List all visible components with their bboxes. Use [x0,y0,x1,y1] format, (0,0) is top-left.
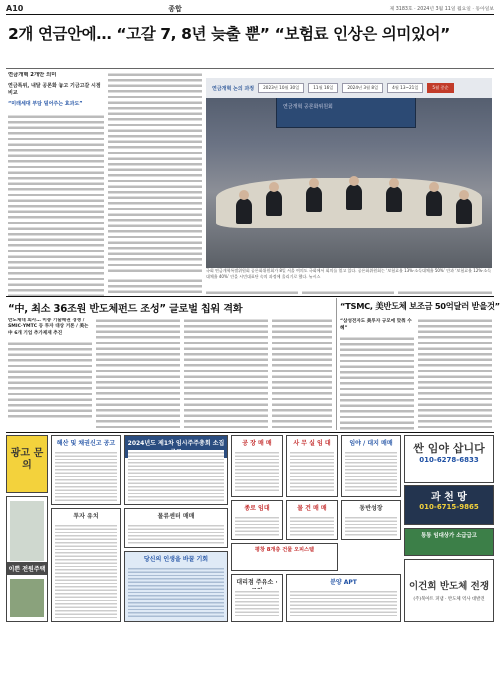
section2-col4 [272,318,332,430]
lead-subhead-2: “미래세대 부담 덜어주는 효과도” [8,101,83,107]
ad-notice-dissolution[interactable]: 해산 및 채권신고 공고 [51,435,121,505]
attendee [266,190,282,216]
timeline-step: 2024년 3월 8일 [342,83,383,93]
house-photo [10,579,44,617]
section3-col2 [418,318,492,430]
section-rule [6,296,494,297]
ad-apartment-sale[interactable]: 분양 APT [286,574,401,622]
ad-commercial-rent[interactable]: 통통 임대상가 소급급고 [404,528,494,556]
section2-col3 [184,318,268,430]
ad-pyeongchang-building[interactable]: 평창 8개층 건물 오피스텔 [231,543,338,571]
meeting-photo [206,78,492,268]
issue-date: 제 3183호 · 2024년 3월 11일 월요일 · 동아일보 [389,7,494,12]
section2-col1 [8,318,92,430]
timeline-label: 연금개혁 논의 과정 [212,85,255,92]
reform-timeline [206,78,492,98]
ad-property-trade[interactable]: 물 건 매 매 [286,500,338,540]
section2-col2 [96,318,180,430]
section3-col1 [340,318,414,430]
house-photo [10,501,44,561]
ad-jongno-rent[interactable]: 종로 임대 [231,500,283,540]
ad-office-rent[interactable]: 사 무 실 임 대 [286,435,338,497]
timeline-step-current: 5월 중순 [427,83,453,93]
column-divider [336,298,337,430]
attendee [386,186,402,212]
ad-semiconductor-book[interactable]: 이건희 반도체 전쟁 (주)북아트 펴냄 · 반도체 역사 대발견 [404,559,494,622]
ad-investment[interactable]: 투자 유치 [51,508,121,622]
main-headline: 2개 연금안에… “고갈 7, 8년 늦출 뿐” “보험료 인상은 의미있어” [8,25,450,43]
attendee [346,184,362,210]
timeline-step: 4월 13~21일 [387,83,423,93]
ad-gas-station[interactable]: 대리점 주유소 · [231,574,283,622]
attendee [306,186,322,212]
lead-body-text [108,72,202,272]
section2-sub: 반도체대 회사… 미중 기술패권 경쟁 / SMIC·YMTC 등 투자 대상 거론 / 美는 中 6개 기업 추가제재 추진 [8,318,89,336]
ad-shareholders-meeting[interactable]: 2024년도 제1차 임시주주총회 소집 [124,435,228,505]
ad-life-change[interactable]: 당신의 인생을 바꿀 기회 [124,551,228,622]
photo-caption: 국회 연금개혁특별위원회 공론화위원회가 8일 서울 여의도 국회에서 회의를 열고 있다. 공론화위원회는 ‘보험료율 13%·소득대체율 50%’ 안과 ‘보험료율 12%·소득대체율 40%’ 안을 시민대표단 숙의 과정에 올리기로 했다. 뉴시스 [206,268,492,279]
ad-contact[interactable]: 광고 문의 [6,435,48,493]
ad-logistics-center[interactable]: 물류센터 매매 [124,508,228,548]
section3-headline: “TSMC, 美반도체 보조금 50억달러 받을것” [340,301,500,311]
headline-rule [6,68,494,69]
section-name: 종합 [168,4,182,13]
page-header [6,3,494,15]
classified-ads [6,435,494,687]
timeline-step: 2023년 10월 30일 [258,83,304,93]
ad-land-sale[interactable]: 임야 / 대지 매매 [341,435,401,497]
lead-kicker: 연금개혁 2개안 의미 [8,72,57,78]
attendee [236,198,252,224]
ad-gwacheon-land[interactable]: 과 천 땅 010-6715-9865 [404,485,494,525]
timeline-step: 11월 16일 [308,83,338,93]
ad-partnership[interactable]: 동반성장 [341,500,401,540]
page-number: A10 [6,4,24,13]
ad-factory-sale[interactable]: 공 장 매 매 [231,435,283,497]
section3-sub: “삼성전자도 美투자 규모에 맞춰 수혜” [340,319,412,331]
lead-article-col2 [108,72,202,272]
attendee [456,198,472,224]
conference-screen: 연금개혁 공론화위원회 [276,94,416,128]
ad-house-image[interactable]: 이쁜 전원주택 [6,496,48,622]
ads-top-rule [6,432,494,433]
lead-subhead-1: 연금특위, 내달 공론화 놓고 기금고갈 시점 비교 [8,83,101,96]
section2-headline: “中, 최소 36조원 반도체펀드 조성” 글로벌 칩워 격화 [8,304,243,315]
ads-filler [6,625,494,685]
ad-buy-forest[interactable]: 싼 임야 삽니다 010-6278-6833 [404,435,494,483]
attendee [426,190,442,216]
